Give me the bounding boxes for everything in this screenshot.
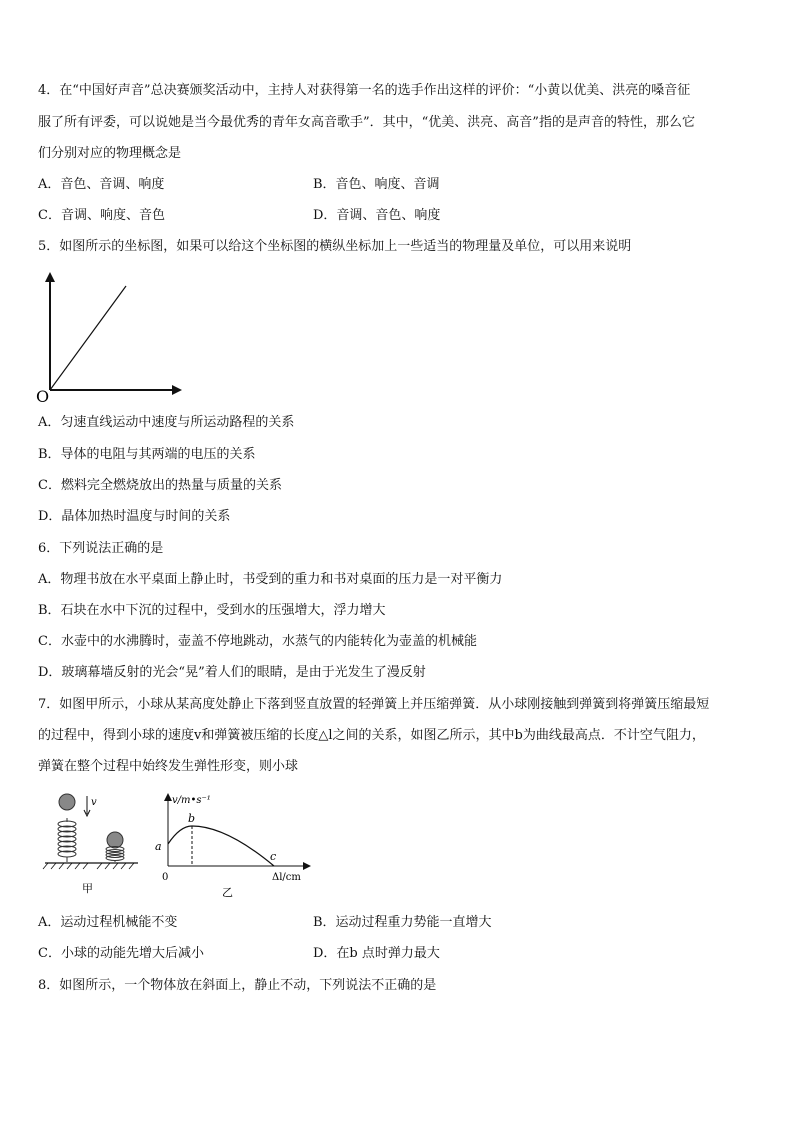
q4-stem-line-2: 服了所有评委，可以说她是当今最优秀的青年女高音歌手”．其中，“优美、洪亮、高音”指的是声音的特性，那么它	[38, 115, 695, 130]
q7-option-a: A．运动过程机械能不变	[38, 915, 178, 930]
ball-on-spring	[107, 832, 123, 848]
velocity-curve	[168, 826, 277, 866]
q5-option-c: C．燃料完全燃烧放出的热量与质量的关系	[38, 478, 282, 493]
q8-stem: 8．如图所示，一个物体放在斜面上，静止不动，下列说法不正确的是	[38, 978, 437, 993]
q7-option-d: D．在b 点时弹力最大	[313, 946, 440, 961]
q6-option-d: D．玻璃幕墙反射的光会“晃”着人们的眼睛，是由于光发生了漫反射	[38, 665, 426, 680]
q6-option-a: A．物理书放在水平桌面上静止时，书受到的重力和书对桌面的压力是一对平衡力	[38, 572, 503, 587]
point-a-label: a	[155, 840, 162, 853]
q4-stem-line-1: 4．在“中国好声音”总决赛颁奖活动中，主持人对获得第一名的选手作出这样的评价：“小黄以优美、洪亮的嗓音征	[38, 83, 691, 98]
caption-jia: 甲	[82, 882, 93, 895]
v-label: v	[91, 797, 97, 808]
q4-option-c: C．音调、响度、音色	[38, 208, 165, 223]
q5-coordinate-figure	[32, 266, 192, 406]
q7-stem-line-1: 7．如图甲所示，小球从某高度处静止下落到竖直放置的轻弹簧上并压缩弹簧．从小球刚接触到弹簧到将弹簧压缩最短	[38, 697, 710, 712]
q4-option-d: D．音调、音色、响度	[313, 208, 441, 223]
q7-stem-line-2: 的过程中，得到小球的速度v和弹簧被压缩的长度△l之间的关系，如图乙所示，其中b为曲线最高点．不计空气阻力，	[38, 728, 705, 743]
q7-figure-yi	[150, 786, 318, 900]
q7-stem-line-3: 弹簧在整个过程中始终发生弹性形变，则小球	[38, 759, 299, 774]
q5-option-d: D．晶体加热时温度与时间的关系	[38, 509, 231, 524]
point-b-label: b	[188, 812, 196, 825]
q5-stem: 5．如图所示的坐标图，如果可以给这个坐标图的横纵坐标加上一些适当的物理量及单位，可以用来说明	[38, 239, 632, 254]
v-axis-label: v/m•s⁻¹	[172, 795, 211, 806]
q6-option-b: B．石块在水中下沉的过程中，受到水的压强增大，浮力增大	[38, 603, 386, 618]
q7-option-c: C．小球的动能先增大后减小	[38, 946, 204, 961]
q4-option-a: A．音色、音调、响度	[38, 177, 165, 192]
q5-option-b: B．导体的电阻与其两端的电压的关系	[38, 447, 256, 462]
proportional-line	[50, 286, 126, 390]
q6-stem: 6．下列说法正确的是	[38, 541, 164, 556]
q7-option-b: B．运动过程重力势能一直增大	[313, 915, 492, 930]
ground-hatch	[43, 863, 134, 869]
dl-axis-label: Δl/cm	[272, 872, 301, 883]
origin-zero-label: 0	[162, 872, 169, 883]
point-c-label: c	[270, 850, 277, 863]
origin-label: O	[36, 387, 50, 406]
falling-ball	[59, 794, 75, 810]
q7-figure-jia	[40, 788, 150, 900]
q4-stem-line-3: 们分别对应的物理概念是	[38, 146, 182, 161]
compressed-spring	[106, 847, 124, 863]
q6-option-c: C．水壶中的水沸腾时，壶盖不停地跳动，水蒸气的内能转化为壶盖的机械能	[38, 634, 477, 649]
uncompressed-spring	[58, 818, 76, 862]
q5-option-a: A．匀速直线运动中速度与所运动路程的关系	[38, 415, 295, 430]
caption-yi: 乙	[222, 886, 233, 899]
q4-option-b: B．音色、响度、音调	[313, 177, 440, 192]
